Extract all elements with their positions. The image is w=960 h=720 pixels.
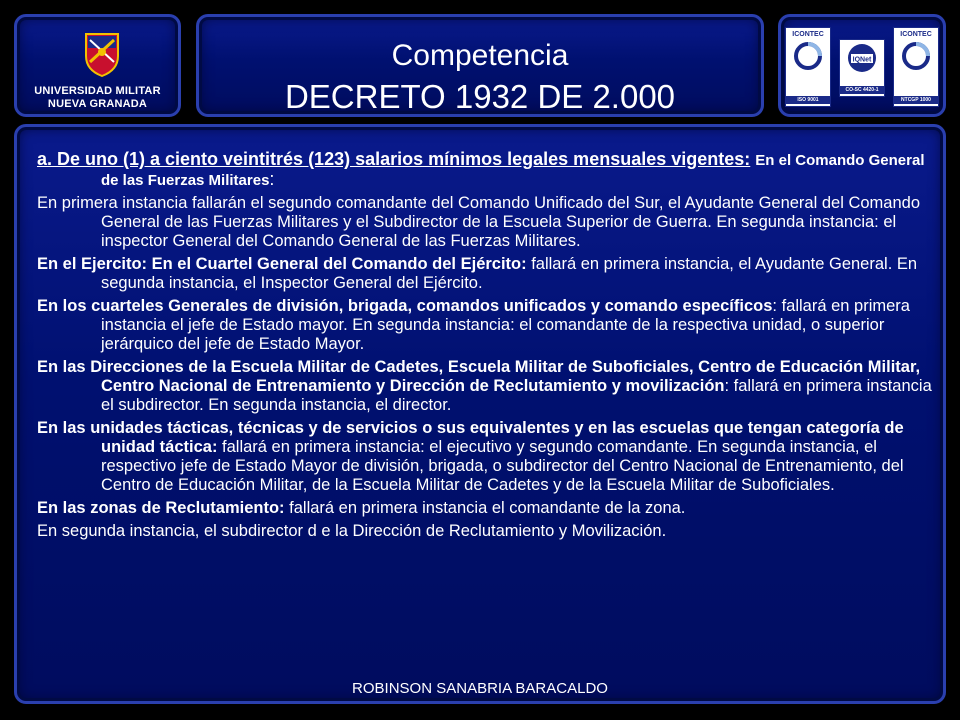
iqnet-brand: IQNet [852,56,872,64]
paragraph-5-rest: fallará en primera instancia: el ejecutivo y segundo comandante. En segunda instancia, el respectivo jefe de Estado Mayor de división, brigada, o subdirector del Centro Nacional de Entrenamiento, del Centro de Educación Militar, de la Escuela Militar de Cadetes y de la Escuela Militar de Suboficiales. [101,438,904,494]
content-body [37,150,932,545]
icontec-ntcgp-certificate-badge [893,27,939,107]
university-name-line1: UNIVERSIDAD MILITAR [34,85,161,97]
heading-a-underlined: a. De uno (1) a ciento veintitrés (123) salarios mínimos legales mensuales vigentes: [37,149,751,169]
slide-subtitle: DECRETO 1932 DE 2.000 [284,78,676,115]
paragraph-6 [37,499,932,518]
title-panel [196,14,764,117]
cert-brand: ICONTEC [894,30,938,39]
paragraph-5-bold: En las unidades tácticas, técnicas y de servicios o sus equivalentes y en las escuelas que tengan categoría de unidad táctica: [37,419,904,456]
university-name-line2: NUEVA GRANADA [47,98,148,110]
iqnet-certificate-badge [839,39,885,97]
author-footer: ROBINSON SANABRIA BARACALDO [352,680,608,697]
university-name [17,85,178,111]
logo-panel [14,14,181,117]
slide-title: Competencia [391,39,569,72]
paragraph-3-rest: : fallará en primera instancia el jefe de Estado mayor. En segunda instancia: el comandante de la respectiva unidad, o superior jerárquico del jefe de Estado Mayor. [101,297,910,353]
paragraph-4-bold: En las Direcciones de la Escuela Militar de Cadetes, Escuela Militar de Suboficiales, Centro de Educación Militar, Centro Nacional de Entrenamiento y Dirección de Reclutamiento y movilización [37,358,921,395]
paragraph-5 [37,419,932,495]
paragraph-6-rest: fallará en primera instancia el comandante de la zona. [284,499,686,517]
paragraph-7: En segunda instancia, el subdirector d e la Dirección de Reclutamiento y Movilización. [37,522,667,540]
paragraph-4 [37,358,932,415]
heading-a-rest: En el Comando General de las Fuerzas Militares [101,152,925,189]
paragraph-a [37,150,932,190]
paragraph-3-bold: En los cuarteles Generales de división, brigada, comandos unificados y comando específicos [37,297,773,315]
heading-a-tail: : [269,169,275,189]
cert-label: ISO 9001 [786,96,830,104]
paragraph-6-bold: En las zonas de Reclutamiento: [37,499,285,517]
cert-label: NTCGP 1000 [894,96,938,104]
icontec-iso-certificate-badge [785,27,831,107]
content-panel [14,124,946,704]
paragraph-4-rest: : fallará en primera instancia el subdirector. En segunda instancia, el director. [101,377,932,414]
university-shield-icon [84,32,120,78]
certification-seal-icon [901,41,931,71]
certification-seal-icon [793,41,823,71]
cert-brand: ICONTEC [786,30,830,39]
certification-panel [778,14,946,117]
paragraph-2 [37,255,932,293]
paragraph-2-bold: En el Ejercito: En el Cuartel General del Comando del Ejército: [37,255,527,273]
paragraph-1: En primera instancia fallarán el segundo comandante del Comando Unificado del Sur, el Ayudante General del Comando General de las Fuerzas Militares y el Subdirector de la Escuela Superior de Guerra. En segunda instancia: el inspector General del Comando General de las Fuerzas Militares. [37,194,920,250]
paragraph-2-rest: fallará en primera instancia, el Ayudante General. En segunda instancia, el Inspector General del Ejército. [101,255,918,292]
paragraph-3 [37,297,932,354]
iqnet-globe-icon [846,42,878,74]
cert-label: CO-SC 4420-1 [840,86,884,94]
